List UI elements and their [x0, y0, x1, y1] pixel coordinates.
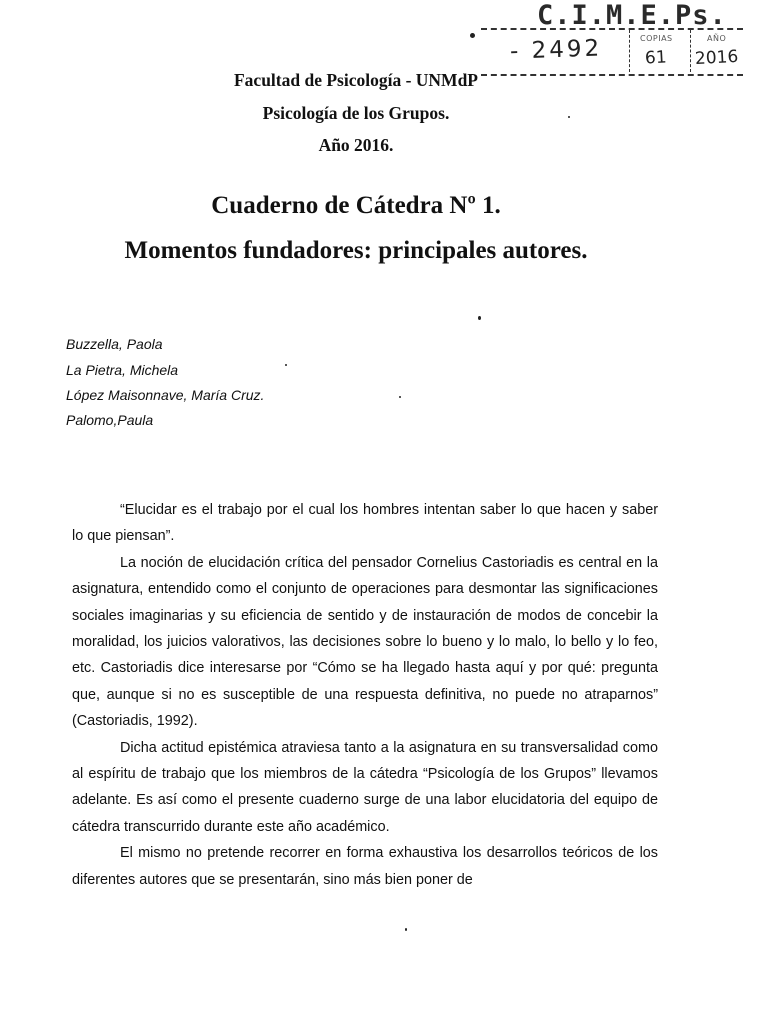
stamp-copies-label: COPIAS: [640, 34, 673, 43]
faculty-heading: Facultad de Psicología - UNMdP: [233, 70, 478, 90]
stamp-year-label: AÑO: [707, 34, 727, 43]
epigraph-paragraph: “Elucidar es el trabajo por el cual los hombres intentan saber lo que hacen y saber lo que piensan”.: [72, 502, 658, 545]
scan-speck: [405, 928, 407, 931]
stamp-separator: [690, 30, 691, 72]
scan-speck: [568, 116, 570, 118]
stamp-year-value: 2016: [694, 46, 739, 70]
body-text: [72, 497, 658, 893]
body-paragraph: Dicha actitud epistémica atraviesa tanto a la asignatura en su transversalidad como al espíritu de trabajo que los miembros de la cátedra “Psicología de los Grupos” llevamos adelante. Es así como el presente cuaderno surge de una labor elucidatoria del equipo de cátedra transcurrido durante este año académico.: [72, 739, 658, 835]
scan-speck: [285, 364, 287, 366]
stamp-dot: [470, 33, 475, 38]
author-name: Palomo,Paula: [66, 412, 154, 428]
author-name: Buzzella, Paola: [66, 336, 163, 352]
course-heading: Psicología de los Grupos.: [262, 103, 450, 123]
stamp-copies-value: 61: [644, 47, 668, 69]
body-paragraph: La noción de elucidación crítica del pensador Cornelius Castoriadis es central en la asignatura, entendido como el conjunto de operaciones para desmontar las significaciones sociales imaginarias y su eficiencia de sentido y de instauración de modos de concebir la moralidad, los juicios valorativos, las decisiones sobre lo bueno y lo malo, lo bello y lo feo, etc. Castoriadis dice interesarse por “Cómo se ha llegado hasta aquí y por qué: pregunta que, aunque si no es susceptible de una respuesta definitiva, no puede no atraparnos” (Castoriadis, 1992).: [72, 554, 658, 730]
document-title: Cuaderno de Cátedra Nº 1.: [211, 192, 501, 219]
stamp-brand: C.I.M.E.Ps.: [537, 0, 727, 31]
year-heading: Año 2016.: [318, 135, 394, 155]
scan-speck: [399, 396, 401, 398]
stamp-inventory-number: - 2492: [509, 35, 603, 65]
author-name: López Maisonnave, María Cruz.: [66, 387, 265, 403]
stamp-separator: [629, 30, 630, 72]
document-subtitle: Momentos fundadores: principales autores.: [124, 237, 588, 264]
author-name: La Pietra, Michela: [66, 362, 179, 378]
body-paragraph: El mismo no pretende recorrer en forma exhaustiva los desarrollos teóricos de los diferentes autores que se presentarán, sino más bien poner de: [72, 845, 658, 888]
scan-speck: [478, 316, 481, 320]
